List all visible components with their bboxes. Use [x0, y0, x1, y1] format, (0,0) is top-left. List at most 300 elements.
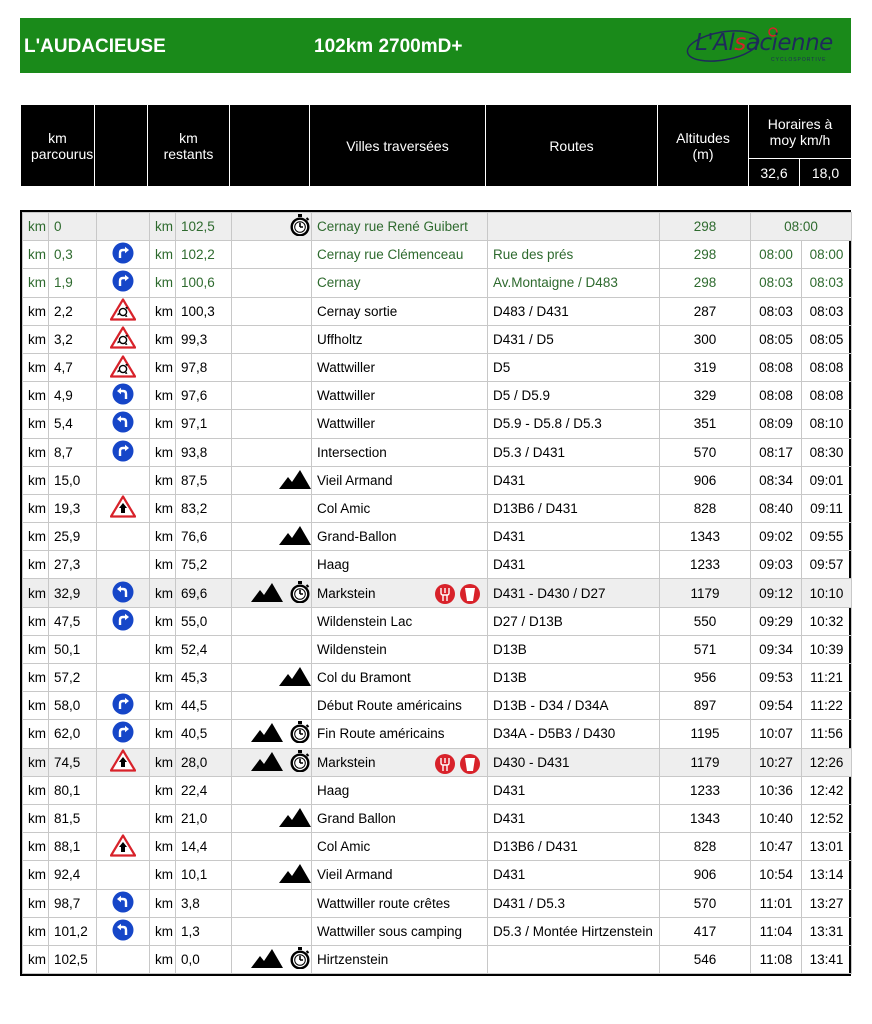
town-name [312, 692, 488, 720]
route-name: D13B6 / D431 [488, 833, 660, 861]
km-unit: km [23, 438, 49, 466]
direction-cell [97, 382, 150, 410]
horaire-fast: 08:34 [751, 466, 802, 494]
km-unit: km [150, 945, 176, 973]
altitude: 319 [660, 353, 751, 381]
town-label: Wattwiller route crêtes [317, 895, 451, 911]
km-unit: km [150, 438, 176, 466]
km-unit: km [150, 269, 176, 297]
horaire-fast: 10:36 [751, 776, 802, 804]
horaire-fast: 10:40 [751, 804, 802, 832]
table-row [23, 353, 852, 381]
altitude: 550 [660, 607, 751, 635]
km-unit: km [23, 945, 49, 973]
town-label: Col Amic [317, 500, 371, 516]
town-label: Vieil Armand [317, 867, 393, 883]
town-name [312, 861, 488, 889]
table-row [23, 776, 852, 804]
feature-cell [232, 720, 312, 748]
km-unit: km [150, 494, 176, 522]
altitude: 571 [660, 635, 751, 663]
feature-cell [232, 692, 312, 720]
feature-cell [232, 494, 312, 522]
km-parcourus: 101,2 [49, 917, 97, 945]
km-unit: km [23, 776, 49, 804]
km-unit: km [150, 410, 176, 438]
mountain-icon [279, 525, 311, 548]
mountain-icon [251, 722, 283, 745]
table-row [23, 269, 852, 297]
town-name [312, 664, 488, 692]
km-unit: km [23, 579, 49, 607]
town-label: Wattwiller [317, 360, 376, 376]
horaire-fast: 08:03 [751, 269, 802, 297]
town-name [312, 494, 488, 522]
km-parcourus: 88,1 [49, 833, 97, 861]
horaire-slow: 12:26 [802, 748, 852, 776]
km-unit: km [23, 635, 49, 663]
km-unit: km [23, 269, 49, 297]
horaire-fast: 08:09 [751, 410, 802, 438]
direction-cell [97, 748, 150, 776]
km-restants: 102,5 [176, 213, 232, 241]
horaire-slow: 10:39 [802, 635, 852, 663]
horaire-slow: 08:08 [802, 382, 852, 410]
km-parcourus: 74,5 [49, 748, 97, 776]
altitude: 1233 [660, 551, 751, 579]
town-name [312, 325, 488, 353]
turn-left-icon [112, 891, 134, 916]
km-restants: 44,5 [176, 692, 232, 720]
km-parcourus: 50,1 [49, 635, 97, 663]
town-name [312, 269, 488, 297]
km-unit: km [23, 523, 49, 551]
town-label: Wattwiller [317, 388, 376, 404]
food-icon [434, 753, 484, 777]
direction-cell [97, 720, 150, 748]
direction-cell [97, 241, 150, 269]
town-name [312, 748, 488, 776]
altitude: 546 [660, 945, 751, 973]
town-name [312, 297, 488, 325]
horaire-fast: 10:07 [751, 720, 802, 748]
table-row [23, 523, 852, 551]
turn-right-icon [112, 242, 134, 267]
km-restants: 52,4 [176, 635, 232, 663]
km-unit: km [23, 664, 49, 692]
km-unit: km [23, 551, 49, 579]
altitude: 287 [660, 297, 751, 325]
km-restants: 83,2 [176, 494, 232, 522]
altitude: 897 [660, 692, 751, 720]
horaire-fast: 09:54 [751, 692, 802, 720]
table-row [23, 551, 852, 579]
town-label: Wattwiller [317, 416, 376, 432]
route-name: D27 / D13B [488, 607, 660, 635]
table-row [23, 720, 852, 748]
table-row [23, 917, 852, 945]
town-label: Cernay [317, 275, 361, 291]
table-row [23, 297, 852, 325]
town-name [312, 607, 488, 635]
route-stats: 102km 2700mD+ [314, 36, 463, 57]
chrono-icon [289, 721, 311, 746]
header-km-parcourus: km parcourus [21, 105, 95, 187]
town-name [312, 776, 488, 804]
km-parcourus: 27,3 [49, 551, 97, 579]
direction-cell [97, 917, 150, 945]
km-unit: km [23, 833, 49, 861]
direction-cell [97, 861, 150, 889]
mountain-icon [279, 807, 311, 830]
table-header [20, 104, 852, 187]
route-name: D5.3 / D431 [488, 438, 660, 466]
header-routes: Routes [486, 105, 658, 187]
table-row [23, 861, 852, 889]
danger-icon [110, 834, 136, 860]
organizer-logo: L'Alsacienne CYCLOSPORTIVE [683, 24, 843, 68]
horaire-fast: 10:47 [751, 833, 802, 861]
altitude: 298 [660, 269, 751, 297]
horaire-fast: 09:29 [751, 607, 802, 635]
town-name [312, 382, 488, 410]
town-label: Wildenstein Lac [317, 613, 413, 629]
table-row [23, 438, 852, 466]
km-parcourus: 32,9 [49, 579, 97, 607]
altitude: 298 [660, 213, 751, 241]
town-name [312, 945, 488, 973]
km-restants: 99,3 [176, 325, 232, 353]
km-parcourus: 92,4 [49, 861, 97, 889]
km-restants: 97,1 [176, 410, 232, 438]
horaire-slow: 08:10 [802, 410, 852, 438]
horaire-slow: 08:03 [802, 297, 852, 325]
altitude: 1343 [660, 523, 751, 551]
route-name: D13B [488, 664, 660, 692]
route-name: D431 [488, 523, 660, 551]
km-parcourus: 5,4 [49, 410, 97, 438]
km-restants: 69,6 [176, 579, 232, 607]
direction-cell [97, 353, 150, 381]
horaire-fast: 11:01 [751, 889, 802, 917]
header-altitudes: Altitudes (m) [658, 105, 749, 187]
km-unit: km [150, 635, 176, 663]
route-banner [20, 18, 851, 73]
feature-cell [232, 607, 312, 635]
town-name [312, 917, 488, 945]
km-parcourus: 2,2 [49, 297, 97, 325]
feature-cell [232, 241, 312, 269]
km-unit: km [23, 607, 49, 635]
km-restants: 97,8 [176, 353, 232, 381]
feature-cell [232, 297, 312, 325]
altitude: 1179 [660, 579, 751, 607]
town-name [312, 353, 488, 381]
km-unit: km [23, 692, 49, 720]
feature-cell [232, 551, 312, 579]
direction-cell [97, 297, 150, 325]
horaire-fast: 11:04 [751, 917, 802, 945]
table-row [23, 804, 852, 832]
town-name [312, 438, 488, 466]
turn-left-icon [112, 411, 134, 436]
route-name: D431 [488, 861, 660, 889]
route-name: Rue des prés [488, 241, 660, 269]
route-name: D34A - D5B3 / D430 [488, 720, 660, 748]
km-unit: km [150, 720, 176, 748]
table-row [23, 748, 852, 776]
feature-cell [232, 410, 312, 438]
horaire-fast: 10:27 [751, 748, 802, 776]
horaire-fast: 08:08 [751, 382, 802, 410]
altitude: 906 [660, 861, 751, 889]
header-villes: Villes traversées [310, 105, 486, 187]
km-parcourus: 80,1 [49, 776, 97, 804]
feature-cell [232, 382, 312, 410]
turn-left-icon [112, 919, 134, 944]
horaire-fast: 09:03 [751, 551, 802, 579]
km-unit: km [23, 382, 49, 410]
km-restants: 28,0 [176, 748, 232, 776]
km-unit: km [150, 692, 176, 720]
route-name [488, 945, 660, 973]
table-row [23, 241, 852, 269]
km-unit: km [23, 213, 49, 241]
table-row [23, 664, 852, 692]
altitude: 351 [660, 410, 751, 438]
km-unit: km [150, 325, 176, 353]
direction-cell [97, 551, 150, 579]
km-unit: km [23, 325, 49, 353]
km-unit: km [150, 466, 176, 494]
roundabout-icon [110, 298, 136, 324]
horaire-slow: 13:14 [802, 861, 852, 889]
route-name: D431 / D5.3 [488, 889, 660, 917]
route-name: D5.9 - D5.8 / D5.3 [488, 410, 660, 438]
table-row [23, 833, 852, 861]
km-unit: km [23, 917, 49, 945]
km-restants: 40,5 [176, 720, 232, 748]
direction-cell [97, 635, 150, 663]
feature-cell [232, 889, 312, 917]
route-name: D431 [488, 776, 660, 804]
km-parcourus: 57,2 [49, 664, 97, 692]
horaire-fast: 09:12 [751, 579, 802, 607]
town-name [312, 551, 488, 579]
km-unit: km [150, 551, 176, 579]
direction-cell [97, 466, 150, 494]
direction-cell [97, 945, 150, 973]
route-name: D5 [488, 353, 660, 381]
direction-cell [97, 579, 150, 607]
route-table [20, 210, 851, 976]
km-unit: km [23, 241, 49, 269]
turn-right-icon [112, 609, 134, 634]
horaire-slow: 09:55 [802, 523, 852, 551]
feature-cell [232, 353, 312, 381]
town-name [312, 241, 488, 269]
direction-cell [97, 833, 150, 861]
feature-cell [232, 325, 312, 353]
town-label: Hirtzenstein [317, 951, 389, 967]
table-row [23, 382, 852, 410]
altitude: 300 [660, 325, 751, 353]
km-unit: km [150, 579, 176, 607]
feature-cell [232, 635, 312, 663]
km-unit: km [150, 748, 176, 776]
km-unit: km [23, 889, 49, 917]
km-parcourus: 4,9 [49, 382, 97, 410]
altitude: 570 [660, 438, 751, 466]
km-parcourus: 58,0 [49, 692, 97, 720]
km-parcourus: 47,5 [49, 607, 97, 635]
km-restants: 22,4 [176, 776, 232, 804]
km-unit: km [150, 241, 176, 269]
km-restants: 1,3 [176, 917, 232, 945]
km-parcourus: 0,3 [49, 241, 97, 269]
route-name: D431 - D430 / D27 [488, 579, 660, 607]
route-name: D431 [488, 804, 660, 832]
km-parcourus: 8,7 [49, 438, 97, 466]
km-parcourus: 4,7 [49, 353, 97, 381]
feature-cell [232, 269, 312, 297]
km-parcourus: 1,9 [49, 269, 97, 297]
town-name [312, 213, 488, 241]
feature-cell [232, 523, 312, 551]
horaire: 08:00 [751, 213, 852, 241]
town-name [312, 889, 488, 917]
km-unit: km [23, 804, 49, 832]
altitude: 1233 [660, 776, 751, 804]
km-restants: 10,1 [176, 861, 232, 889]
km-unit: km [150, 523, 176, 551]
horaire-slow: 11:56 [802, 720, 852, 748]
horaire-fast: 08:05 [751, 325, 802, 353]
km-unit: km [23, 410, 49, 438]
direction-cell [97, 692, 150, 720]
town-label: Intersection [317, 444, 387, 460]
danger-icon [110, 495, 136, 521]
horaire-slow: 08:00 [802, 241, 852, 269]
altitude: 956 [660, 664, 751, 692]
chrono-icon [289, 214, 311, 239]
km-restants: 93,8 [176, 438, 232, 466]
horaire-fast: 08:03 [751, 297, 802, 325]
km-restants: 87,5 [176, 466, 232, 494]
town-name [312, 466, 488, 494]
km-parcourus: 3,2 [49, 325, 97, 353]
town-label: Fin Route américains [317, 726, 445, 742]
route-name [488, 213, 660, 241]
route-name: D431 / D5 [488, 325, 660, 353]
direction-cell [97, 269, 150, 297]
header-horaires: Horaires à moy km/h [749, 105, 852, 159]
town-label: Grand Ballon [317, 811, 396, 827]
feature-cell [232, 804, 312, 832]
horaire-slow: 10:32 [802, 607, 852, 635]
km-unit: km [23, 353, 49, 381]
direction-cell [97, 494, 150, 522]
direction-cell [97, 325, 150, 353]
table-row [23, 494, 852, 522]
town-label: Cernay rue René Guibert [317, 219, 468, 235]
turn-right-icon [112, 693, 134, 718]
km-unit: km [150, 213, 176, 241]
route-name: D431 [488, 466, 660, 494]
km-parcourus: 62,0 [49, 720, 97, 748]
table-row [23, 945, 852, 973]
km-parcourus: 98,7 [49, 889, 97, 917]
km-restants: 21,0 [176, 804, 232, 832]
km-unit: km [23, 861, 49, 889]
route-name: L'AUDACIEUSE [24, 36, 166, 57]
horaire-slow: 08:08 [802, 353, 852, 381]
danger-icon [110, 749, 136, 775]
horaire-slow: 12:42 [802, 776, 852, 804]
town-name [312, 720, 488, 748]
mountain-icon [251, 948, 283, 971]
route-name: D430 - D431 [488, 748, 660, 776]
altitude: 570 [660, 889, 751, 917]
horaire-fast: 09:53 [751, 664, 802, 692]
km-unit: km [150, 776, 176, 804]
horaire-slow: 11:21 [802, 664, 852, 692]
table-row [23, 579, 852, 607]
town-label: Cernay rue Clémenceau [317, 247, 464, 263]
feature-cell [232, 213, 312, 241]
direction-cell [97, 213, 150, 241]
horaire-fast: 09:34 [751, 635, 802, 663]
chrono-icon [289, 947, 311, 972]
feature-cell [232, 466, 312, 494]
mountain-icon [279, 469, 311, 492]
km-restants: 100,3 [176, 297, 232, 325]
header-km-restants: km restants [148, 105, 230, 187]
km-restants: 3,8 [176, 889, 232, 917]
horaire-slow: 08:03 [802, 269, 852, 297]
km-restants: 0,0 [176, 945, 232, 973]
header-speed-slow: 18,0 [800, 159, 852, 187]
town-name [312, 410, 488, 438]
km-unit: km [150, 917, 176, 945]
town-label: Haag [317, 557, 350, 573]
km-restants: 75,2 [176, 551, 232, 579]
table-row [23, 410, 852, 438]
table-row [23, 325, 852, 353]
horaire-slow: 13:01 [802, 833, 852, 861]
feature-cell [232, 833, 312, 861]
header-speed-fast: 32,6 [749, 159, 800, 187]
km-restants: 100,6 [176, 269, 232, 297]
direction-cell [97, 438, 150, 466]
km-unit: km [150, 607, 176, 635]
town-label: Wattwiller sous camping [317, 923, 463, 939]
km-restants: 97,6 [176, 382, 232, 410]
horaire-fast: 10:54 [751, 861, 802, 889]
horaire-slow: 08:30 [802, 438, 852, 466]
km-restants: 102,2 [176, 241, 232, 269]
route-name: D13B6 / D431 [488, 494, 660, 522]
route-name: D13B [488, 635, 660, 663]
direction-cell [97, 664, 150, 692]
route-name: D483 / D431 [488, 297, 660, 325]
turn-left-icon [112, 383, 134, 408]
horaire-slow: 13:27 [802, 889, 852, 917]
town-name [312, 523, 488, 551]
km-parcourus: 15,0 [49, 466, 97, 494]
horaire-slow: 09:57 [802, 551, 852, 579]
table-row [23, 635, 852, 663]
